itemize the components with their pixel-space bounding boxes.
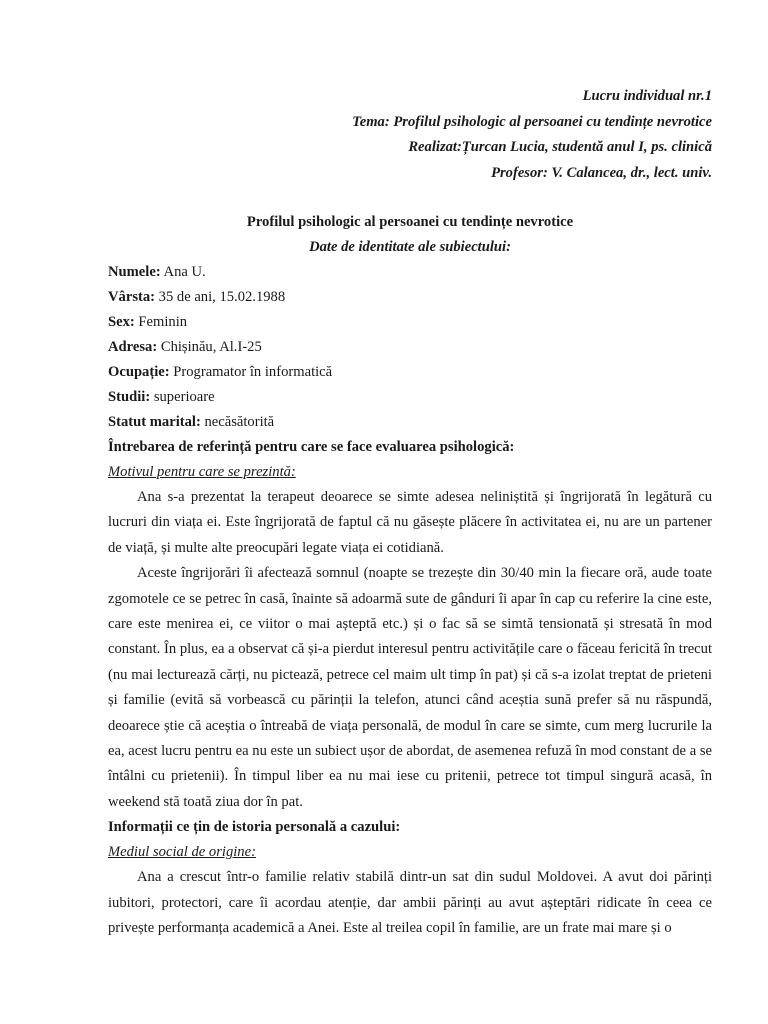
- field-name: [108, 260, 712, 285]
- field-value: superioare: [150, 389, 215, 405]
- field-label: Vârsta:: [108, 289, 156, 305]
- assignment-professor: Profesor: V. Calancea, dr., lect. univ.: [491, 164, 712, 181]
- field-value: necăsătorită: [200, 414, 275, 430]
- field-value: Feminin: [134, 314, 188, 330]
- field-value: 35 de ani, 15.02.1988: [155, 289, 286, 305]
- field-sex: [108, 310, 712, 335]
- field-value: Chișinău, Al.I-25: [157, 339, 262, 355]
- field-value: Programator în informatică: [169, 364, 333, 380]
- field-marital-status: [108, 410, 712, 435]
- paragraph-reason: Ana s-a prezentat la terapeut deoarece se simte adesea neliniștită și îngrijorată în legătură cu lucruri din viața ei. Este îngrijorată de faptul că nu găsește plăcere în activitatea ei, nu are un partener de viață, și multe alte preocupări legate viața ei cotidiană.: [108, 489, 712, 556]
- identity-fields: [108, 260, 712, 435]
- paragraph-symptoms: Aceste îngrijorări îi afectează somnul (noapte se trezește din 30/40 min la fiecare oră, aude toate zgomotele ce se petrec în casă, înainte să adoarmă sute de gânduri îi apar în cap cu referire la cine este, care este menirea ei, ce viitor o mai așteptă etc.) și o fac să se simtă tensionată și stresată în mod constant. În plus, ea a observat că și-a pierdut interesul pentru activitățile care o făceau fericită în trecut (nu mai lecturează cărți, nu pictează, petrece cel maim ult timp în pat) și că s-a izolat treptat de prieteni și familie (evită să vorbească cu părinții la telefon, atunci când aceștia sună prefer să nu răspundă, deoarece știe că aceștia o întreabă de viața personală, de modul în care se simte, cum merg lucrurile la ea, acest lucru pentru ea nu este un subiect ușor de abordat, de asemenea refuză în mod constant de a se întâlni cu prietenii). În timpul liber ea nu mai iese cu pritenii, petrece tot timpul singură acasă, în weekend stă toată ziua dor în pat.: [108, 565, 712, 810]
- field-label: Statut marital:: [108, 414, 201, 430]
- field-occupation: [108, 360, 712, 385]
- paragraph-social-origin: Ana a crescut într-o familie relativ stabilă dintr-un sat din sudul Moldovei. A avut doi părinți iubitori, protectori, care îi acordau atenție, dar ambii părinți au avut așteptări ridicate în ceea ce privește performanța academică a Anei. Este al treilea copil în familie, are un frate mai mare și o: [108, 869, 712, 937]
- assignment-theme: Tema: Profilul psihologic al persoanei cu tendințe nevrotice: [352, 113, 712, 130]
- assignment-author: Realizat:Țurcan Lucia, studentă anul I, ps. clinică: [408, 139, 712, 155]
- field-label: Ocupație:: [108, 364, 170, 380]
- reason-section-heading: Motivul pentru care se prezintă:: [108, 464, 296, 480]
- field-label: Numele:: [108, 264, 161, 280]
- field-address: [108, 335, 712, 360]
- assignment-title: Lucru individual nr.1: [582, 88, 712, 104]
- document-header: [108, 84, 712, 186]
- field-age: [108, 285, 712, 310]
- social-origin-section-heading: Mediul social de origine:: [108, 844, 256, 861]
- field-label: Sex:: [108, 314, 135, 330]
- document-subtitle: Date de identitate ale subiectului:: [309, 239, 511, 255]
- field-studies: [108, 385, 712, 410]
- document-title: Profilul psihologic al persoanei cu tendințe nevrotice: [246, 214, 574, 230]
- field-label: Adresa:: [108, 339, 158, 355]
- field-label: Studii:: [108, 389, 151, 405]
- reference-question-heading: Întrebarea de referință pentru care se face evaluarea psihologică:: [108, 439, 515, 455]
- field-value: Ana U.: [160, 264, 206, 280]
- personal-history-heading: Informații ce țin de istoria personală a cazului:: [108, 819, 401, 836]
